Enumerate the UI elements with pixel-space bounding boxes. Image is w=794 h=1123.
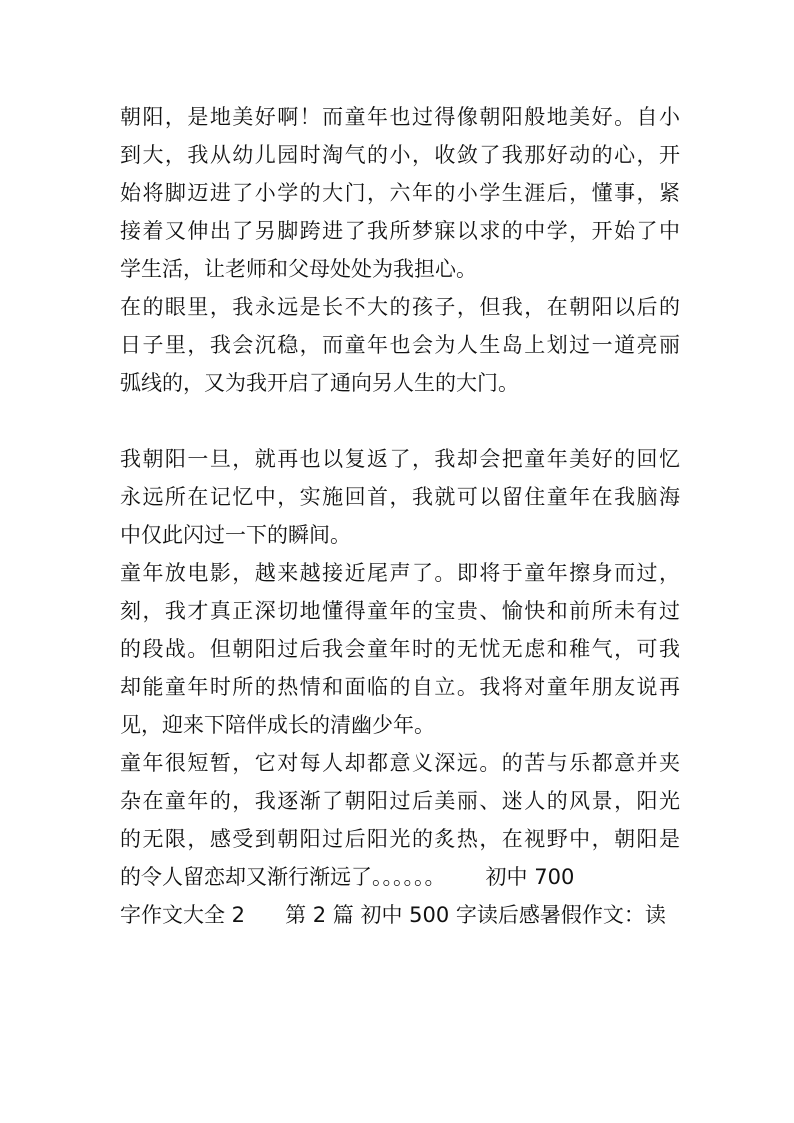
text-line: 的段战。但朝阳过后我会童年时的无忧无虑和稚气，可我 [120, 637, 680, 661]
text-line: 童年放电影，越来越接近尾声了。即将于童年擦身而过， [120, 561, 680, 585]
text-line: 在的眼里，我永远是长不大的孩子，但我，在朝阳以后的 [120, 295, 680, 319]
text-line: 学生活，让老师和父母处处为我担心。 [120, 257, 477, 281]
text-line: 始将脚迈进了小学的大门，六年的小学生涯后，懂事，紧 [120, 181, 680, 205]
text-line: 日子里，我会沉稳，而童年也会为人生岛上划过一道亮丽 [120, 333, 680, 357]
text-line: 永远所在记忆中，实施回首，我就可以留住童年在我脑海 [120, 485, 680, 509]
text-line: 却能童年时所的热情和面临的自立。我将对童年朋友说再 [120, 675, 680, 699]
text-line: 见，迎来下陪伴成长的清幽少年。 [120, 713, 435, 737]
blank-line [120, 402, 680, 440]
text-line: 到大，我从幼儿园时淘气的小，收敛了我那好动的心，开 [120, 143, 680, 167]
text-line: 朝阳，是地美好啊！而童年也过得像朝阳般地美好。自小 [120, 105, 680, 129]
text-line: 杂在童年的，我逐渐了朝阳过后美丽、迷人的风景，阳光 [120, 789, 680, 813]
text-line: 弧线的，又为我开启了通向另人生的大门。 [120, 371, 519, 395]
text-line: 我朝阳一旦，就再也以复返了，我却会把童年美好的回忆 [120, 447, 680, 471]
essay-text [120, 98, 680, 934]
text-line: 的无限，感受到朝阳过后阳光的炙热，在视野中，朝阳是 [120, 827, 680, 851]
text-line: 的令人留恋却又渐行渐远了。。。。。。 初中 700 [120, 865, 575, 889]
text-line: 接着又伸出了另脚跨进了我所梦寐以求的中学，开始了中 [120, 219, 680, 243]
text-line: 中仅此闪过一下的瞬间。 [120, 523, 351, 547]
text-line: 字作文大全 2 第 2 篇 初中 500 字读后感暑假作文：读 [120, 903, 666, 927]
text-line: 刻，我才真正深切地懂得童年的宝贵、愉快和前所未有过 [120, 599, 680, 623]
text-line: 童年很短暂，它对每人却都意义深远。的苦与乐都意并夹 [120, 751, 680, 775]
